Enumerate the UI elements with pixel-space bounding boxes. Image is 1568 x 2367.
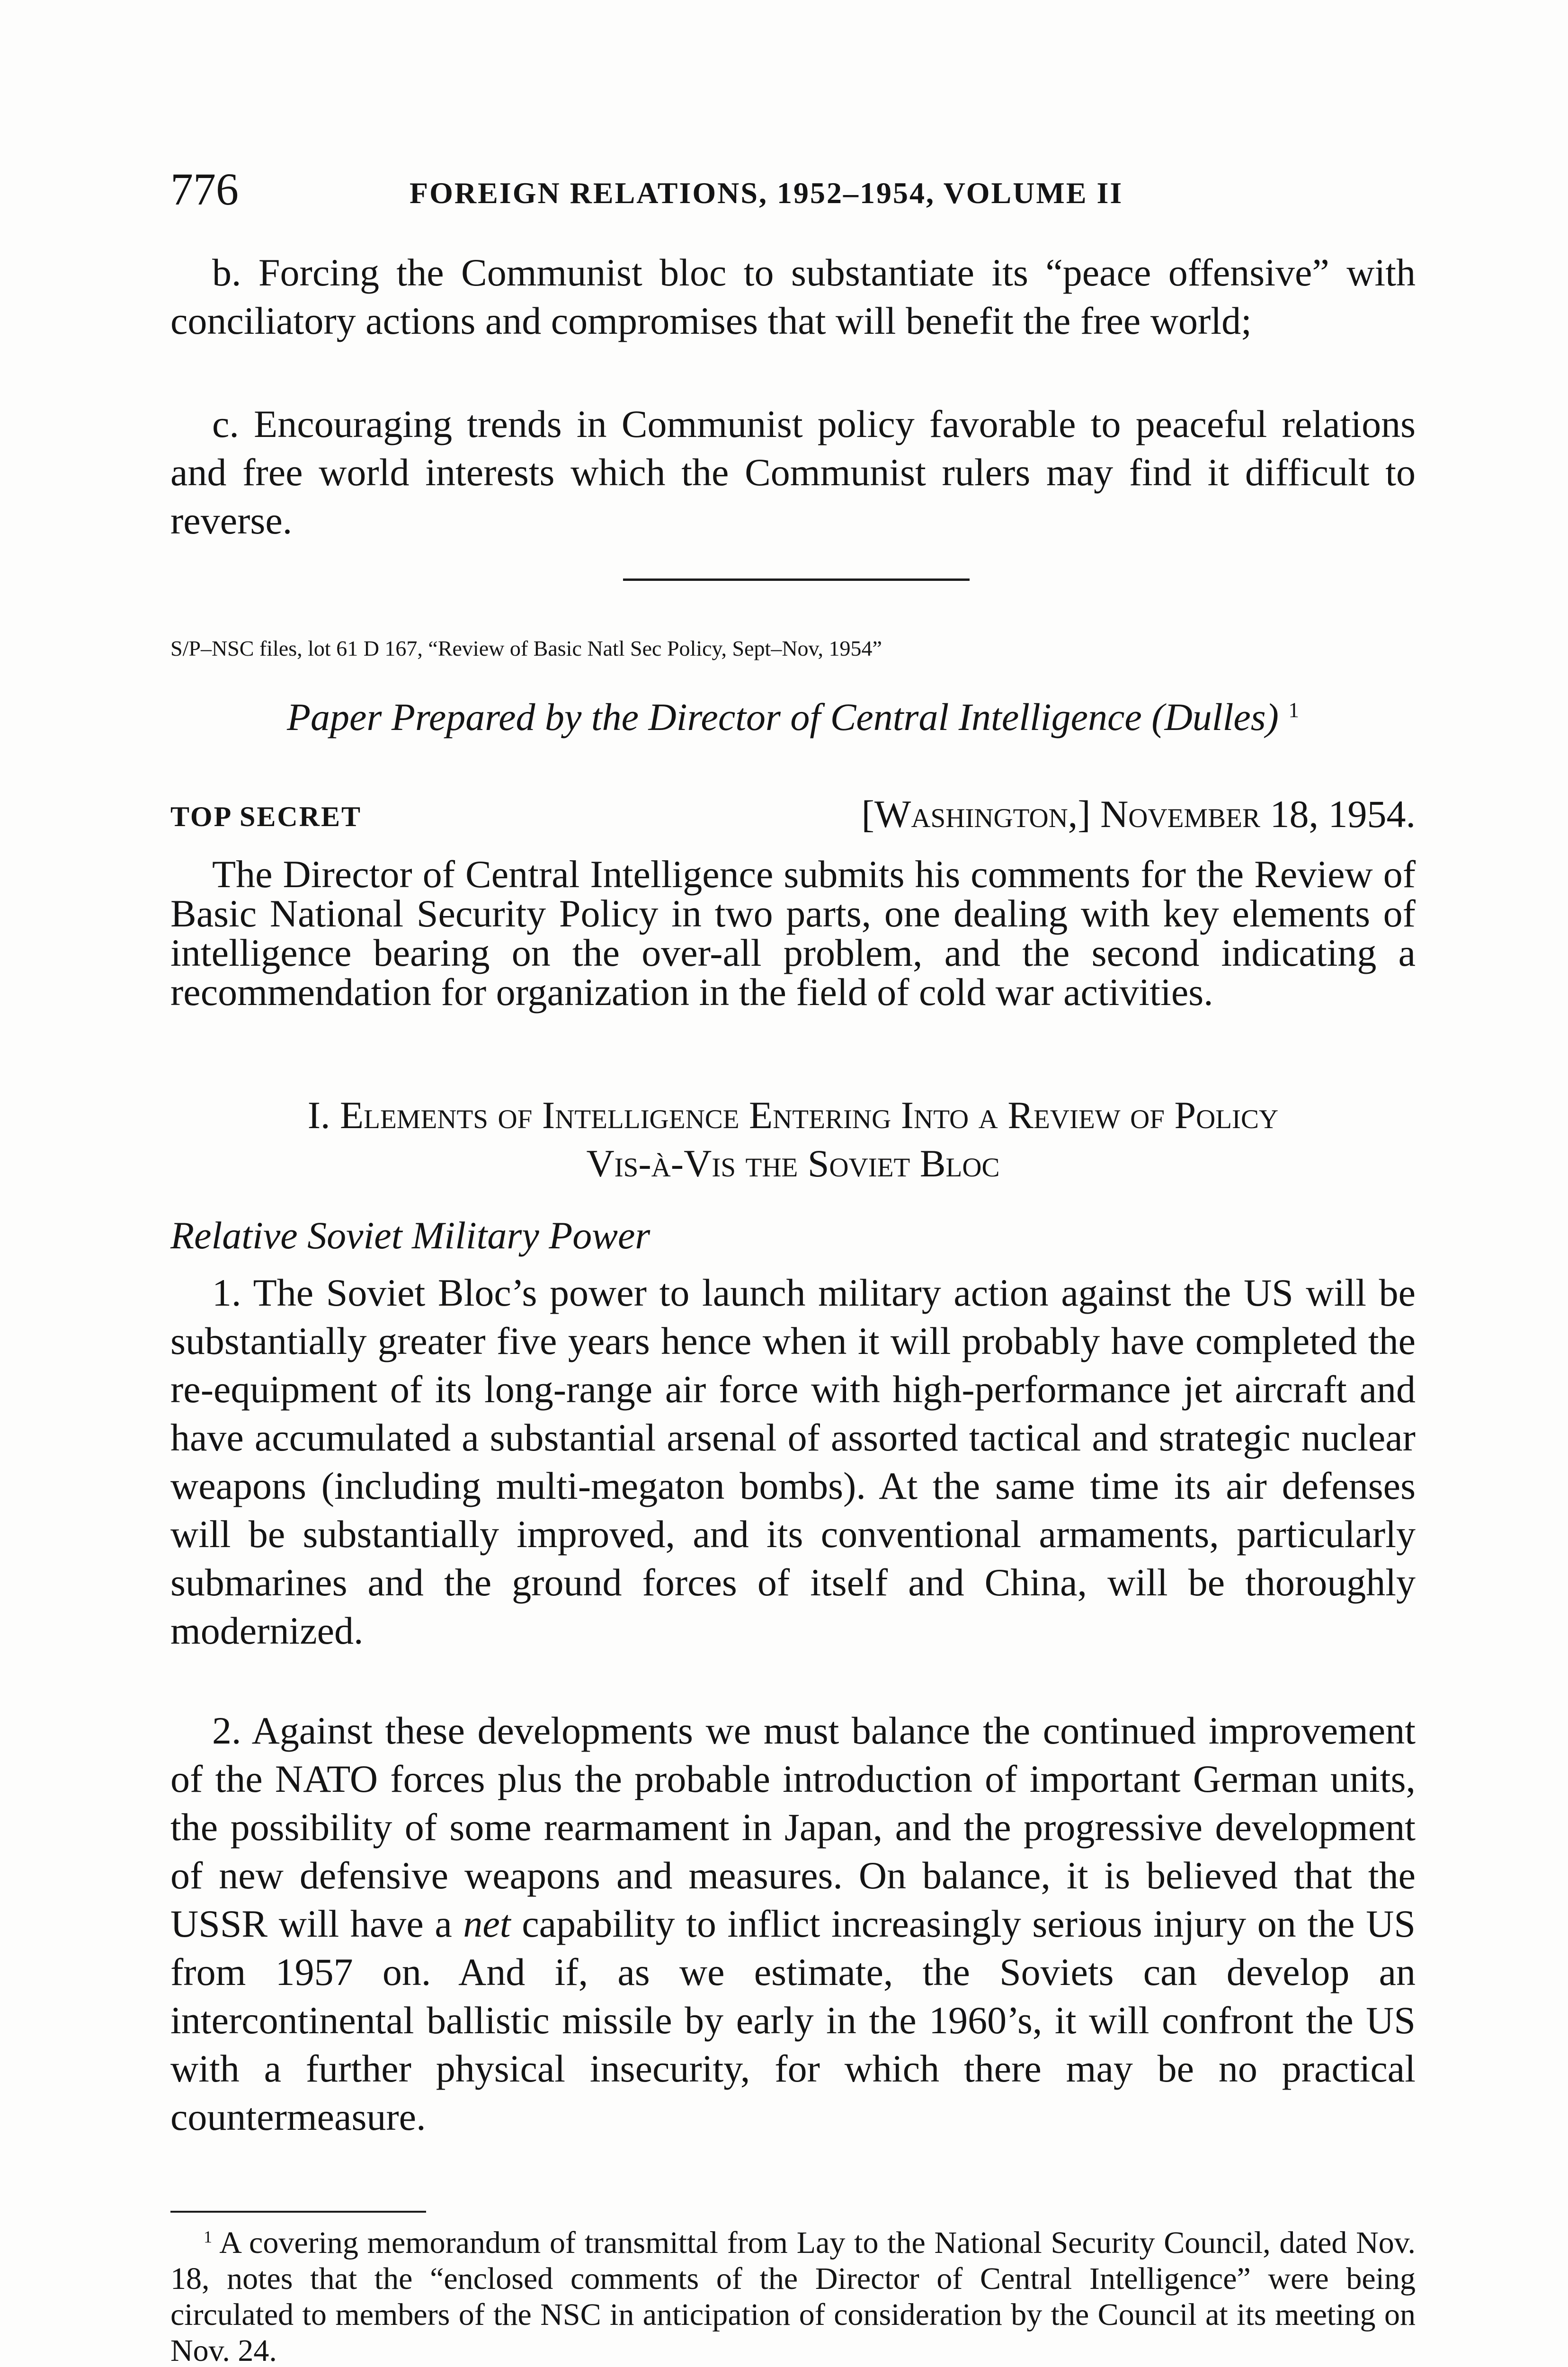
dateline: [Washington,] November 18, 1954. <box>861 792 1416 836</box>
paragraph-2-part-2: capability to inflict increasingly serious injury on the US from 1957 on. And if, as we estimate, the Soviets can develop an intercontinental ballistic missile by early in the 1960’s, it will confront the US with a further physical insecurity, for which there may be no practical countermeasure. <box>170 1902 1416 2138</box>
section-heading-line-1: I. Elements of Intelligence Entering Into a Review of Policy <box>307 1094 1279 1137</box>
running-head: FOREIGN RELATIONS, 1952–1954, VOLUME II <box>410 176 1123 210</box>
paragraph-b: b. Forcing the Communist bloc to substantiate its “peace offensive” with conciliatory actions and compromises that will benefit the free world; <box>170 251 1416 342</box>
footnote-divider <box>170 2211 426 2213</box>
paragraph-c: c. Encouraging trends in Communist policy favorable to peaceful relations and free world interests which the Communist rulers may find it difficult to reverse. <box>170 402 1416 542</box>
page-number: 776 <box>170 164 239 214</box>
footnote-text: A covering memorandum of transmittal from Lay to the National Security Council, dated Nov. 18, notes that the “enclosed comments of the Director of Central Intelligence” were being circulated to members of the NSC in anticipation of consideration by the Council at its meeting on Nov. 24. <box>170 2225 1416 2367</box>
source-note: S/P–NSC files, lot 61 D 167, “Review of Basic Natl Sec Policy, Sept–Nov, 1954” <box>170 636 882 660</box>
paragraph-2-part-1: 2. Against these developments we must balance the continued improvement of the NATO forces plus the probable introduction of important German units, the possibility of some rearmament in Japan, and the progressive development of new defensive weapons and measures. On balance, it is believed that the USSR will have a <box>170 1709 1416 1945</box>
subheading: Relative Soviet Military Power <box>170 1214 650 1257</box>
paragraph-2-emphasis: net <box>463 1902 511 1945</box>
paragraph-2 <box>170 1707 1416 2141</box>
paragraph-1: 1. The Soviet Bloc’s power to launch military action against the US will be substantially greater five years hence when it will probably have completed the re-equipment of its long-range air force with high-performance jet aircraft and have accumulated a substantial arsenal of assorted tactical and strategic nuclear weapons (including multi-megaton bombs). At the same time its air defenses will be substantially improved, and its conventional armaments, particularly submarines and the ground forces of itself and China, will be thoroughly modernized. <box>170 1271 1416 1652</box>
section-heading <box>170 1091 1416 1188</box>
footnote-marker: 1 <box>204 2227 213 2247</box>
document-title <box>170 694 1416 741</box>
page-header <box>170 163 1420 215</box>
classification-label: TOP SECRET <box>170 801 362 832</box>
document-title-text: Paper Prepared by the Director of Central Intelligence (Dulles) <box>286 695 1279 739</box>
section-heading-line-2: Vis-à-Vis the Soviet Bloc <box>586 1142 1000 1185</box>
footnote <box>170 2225 1416 2367</box>
section-divider <box>623 578 970 581</box>
intro-paragraph: The Director of Central Intelligence submits his comments for the Review of Basic National Security Policy in two parts, one dealing with key elements of intelligence bearing on the over-all problem, and the second indicating a recommendation for organization in the field of cold war activities. <box>170 853 1416 1014</box>
footnote-reference[interactable]: 1 <box>1288 698 1300 722</box>
